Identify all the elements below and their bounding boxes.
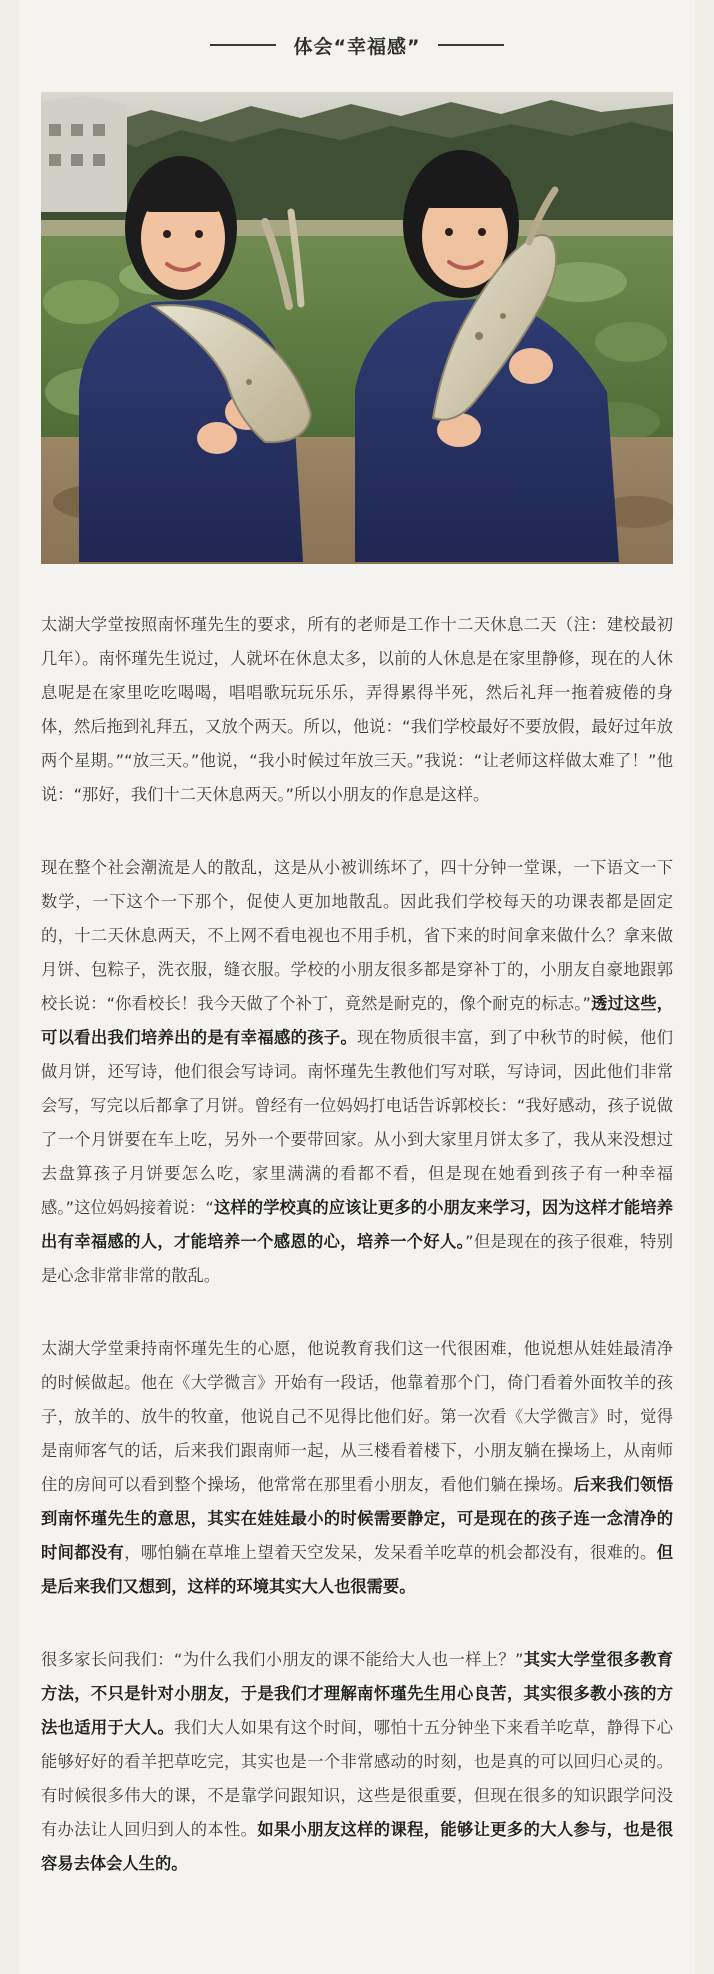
body-text: 现在物质很丰富，到了中秋节的时候，他们做月饼，还写诗，他们很会写诗词。南怀瑾先生教他们写对联，写诗词，因此他们非常会写，写完以后都拿了月饼。曾经有一位妈妈打电话告诉郭校长：“我好感动，孩子说做了一个月饼要在车上吃，另外一个要带回家。从小到大家里月饼太多了，我从来没想过去盘算孩子月饼要怎么吃，家里满满的看都不看，但是现在她看到孩子有一种幸福感。”这位妈妈接着说：“ [41, 1028, 673, 1217]
emphasis-text: 如果小朋友这样的课程，能够让更多的大人参与，也是很容易去体会人生的。 [41, 1820, 673, 1873]
body-text: ，哪怕躺在草堆上望着天空发呆，发呆看羊吃草的机会都没有，很难的。 [124, 1543, 657, 1562]
article-page [19, 0, 695, 1974]
emphasis-text: 后来我们领悟到南怀瑾先生的意思，其实在娃娃最小的时候需要静定，可是现在的孩子连一念清净的时间都没有 [41, 1475, 673, 1562]
emphasis-text: 透过这些，可以看出我们培养出的是有幸福感的孩子。 [41, 994, 673, 1047]
photo-children-holding-radishes [41, 92, 673, 564]
section-header [19, 28, 695, 62]
emphasis-text: 这样的学校真的应该让更多的小朋友来学习，因为这样才能培养出有幸福感的人，才能培养一个感恩的心，培养一个好人。 [41, 1198, 673, 1251]
title-divider-right [438, 44, 504, 46]
paragraph-4 [41, 1643, 673, 1881]
emphasis-text: 但是后来我们又想到，这样的环境其实大人也很需要。 [41, 1543, 673, 1596]
title-divider-left [210, 44, 276, 46]
section-title: 体会“幸福感” [293, 35, 421, 58]
article-body [41, 608, 673, 1920]
body-text: 太湖大学堂秉持南怀瑾先生的心愿，他说教育我们这一代很困难，他说想从娃娃最清净的时候做起。他在《大学微言》开始有一段话，他靠着那个门，倚门看着外面牧羊的孩子，放羊的、放牛的牧童，他说自己不见得比他们好。第一次看《大学微言》时，觉得是南师客气的话，后来我们跟南师一起，从三楼看着楼下，小朋友躺在操场上，从南师住的房间可以看到整个操场，他常常在那里看小朋友，看他们躺在操场。 [41, 1339, 673, 1494]
body-text: 很多家长问我们：“为什么我们小朋友的课不能给大人也一样上？” [41, 1650, 524, 1669]
paragraph-1 [41, 608, 673, 812]
paragraph-2 [41, 851, 673, 1293]
body-text: 我们大人如果有这个时间，哪怕十五分钟坐下来看羊吃草，静得下心能够好好的看羊把草吃完，其实也是一个非常感动的时刻，也是真的可以回归心灵的。有时候很多伟大的课，不是靠学问跟知识，这些是很重要，但现在很多的知识跟学问没有办法让人回归到人的本性。 [41, 1718, 673, 1839]
body-text: 太湖大学堂按照南怀瑾先生的要求，所有的老师是工作十二天休息二天（注：建校最初几年）。南怀瑾先生说过，人就坏在休息太多，以前的人休息是在家里静修，现在的人休息呢是在家里吃吃喝喝，唱唱歌玩玩乐乐，弄得累得半死，然后礼拜一拖着疲倦的身体，然后拖到礼拜五，又放个两天。所以，他说：“我们学校最好不要放假，最好过年放两个星期。”“放三天。”他说，“我小时候过年放三天。”我说：“让老师这样做太难了！”他说：“那好，我们十二天休息两天。”所以小朋友的作息是这样。 [41, 615, 673, 804]
body-text: 现在整个社会潮流是人的散乱，这是从小被训练坏了，四十分钟一堂课，一下语文一下数学，一下这个一下那个，促使人更加地散乱。因此我们学校每天的功课表都是固定的，十二天休息两天，不上网不看电视也不用手机，省下来的时间拿来做什么？拿来做月饼、包粽子，洗衣服，缝衣服。学校的小朋友很多都是穿补丁的，小朋友自豪地跟郭校长说：“你看校长！我今天做了个补丁，竟然是耐克的，像个耐克的标志。” [41, 858, 673, 1013]
emphasis-text: 其实大学堂很多教育方法，不只是针对小朋友，于是我们才理解南怀瑾先生用心良苦，其实很多教小孩的方法也适用于大人。 [41, 1650, 673, 1737]
body-text: ”但是现在的孩子很难，特别是心念非常非常的散乱。 [41, 1232, 673, 1285]
paragraph-3 [41, 1332, 673, 1604]
